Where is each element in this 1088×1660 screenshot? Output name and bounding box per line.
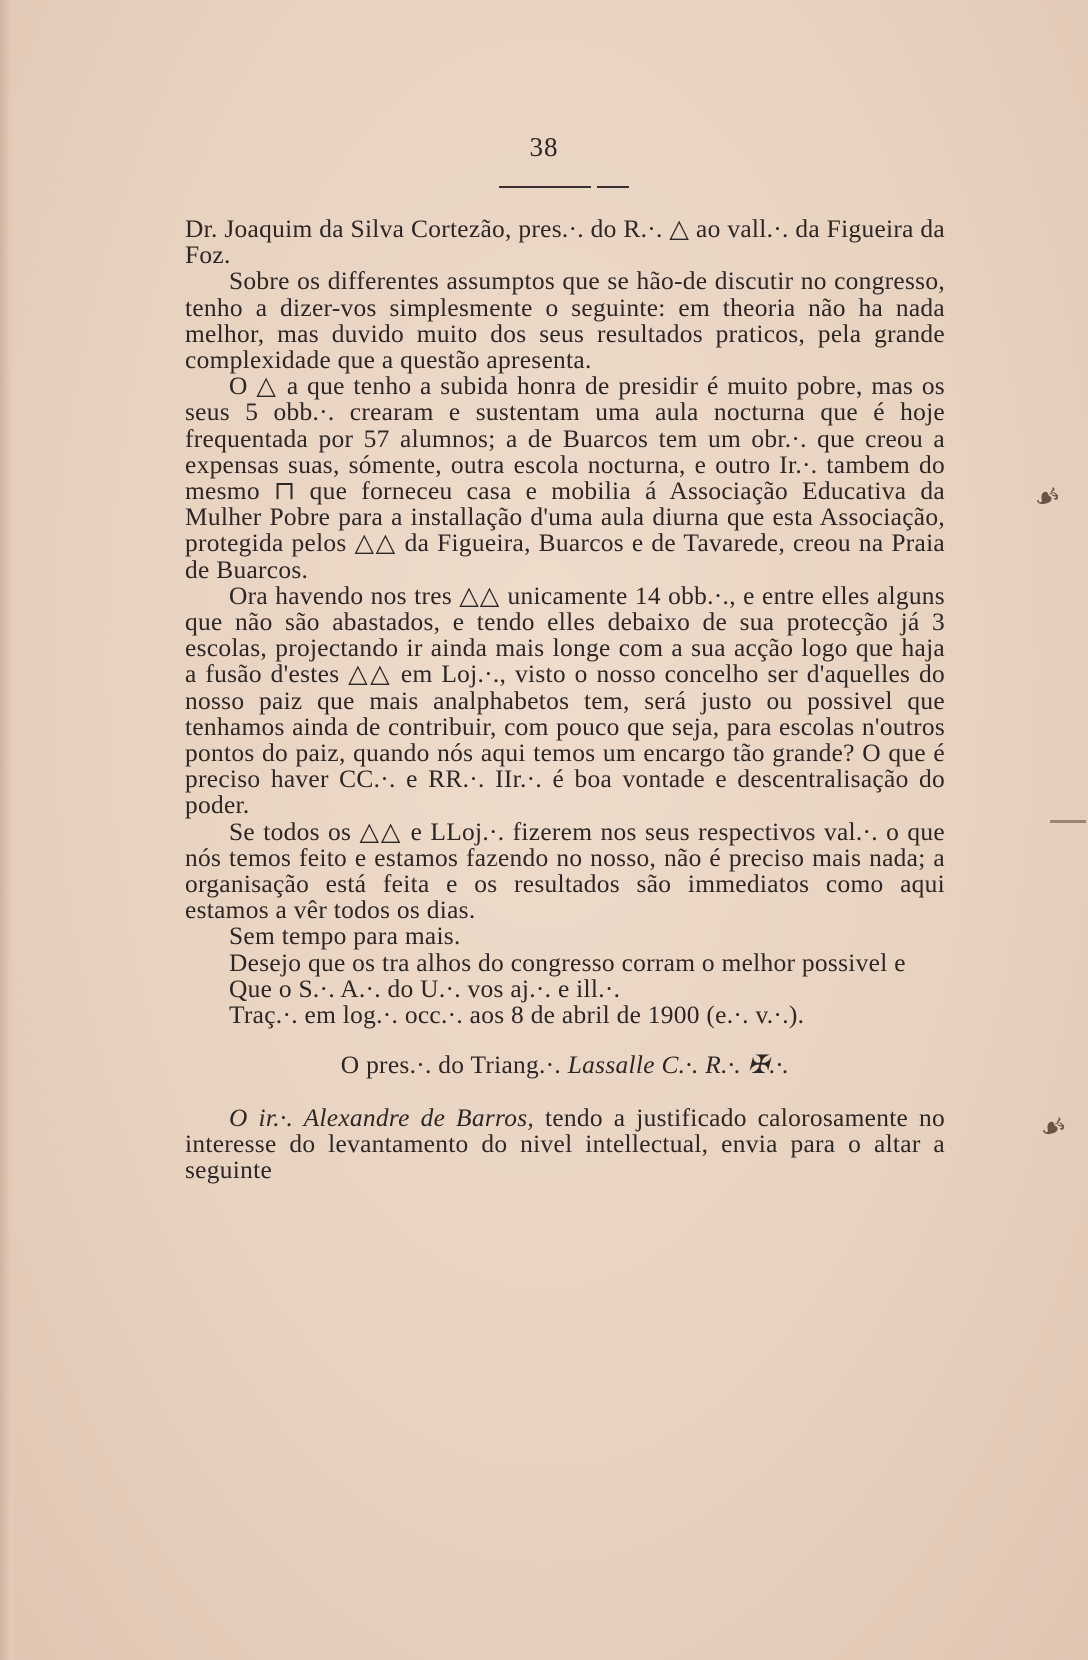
header-rule-short [597, 186, 629, 188]
paragraph-date: Traç.·. em log.·. occ.·. aos 8 de abril de 1900 (e.·. v.·.). [229, 1001, 805, 1030]
paragraph-blessing: Que o S.·. A.·. do U.·. vos aj.·. e ill.·. [229, 974, 621, 1003]
signature-prefix: O pres.·. do Triang.·. [340, 1051, 562, 1080]
paragraph-lodges: Se todos os △△ e LLoj.·. fizerem nos seus respectivos val.·. o que nós temos feito e estamos fazendo no nosso, não é preciso mais nada; a organisação está feita e os resultados são immediatos como aqui estamos a vêr todos os dias. [185, 817, 945, 925]
signature-line [185, 1052, 945, 1078]
page-number: 38 [529, 132, 559, 162]
margin-stamp-icon: ☙ [1035, 1107, 1072, 1148]
paragraph-contribution: Ora havendo nos tres △△ unicamente 14 obb.·., e entre elles alguns que não são abastados, e tendo elles debaixo de sua protecção já 3 escolas, projectando ir ainda mais longe com a sua acção logo que haja a fusão d'estes △△ em Loj.·., visto o nosso concelho ser d'aquelles do nosso paiz que mais analphabetos tem, será justo ou possivel que tenhamos ainda de contribuir, com pouco que seja, para escolas n'outros pontos do paiz, quando nós aqui temos um encargo tão grande? O que é preciso haver CC.·. e RR.·. IIr.·. é boa vontade e descentralisação do poder. [185, 581, 945, 820]
paragraph-addressee: Dr. Joaquim da Silva Cortezão, pres.·. do R.·. △ ao vall.·. da Figueira da Foz. [185, 215, 945, 270]
paragraph-wish: Desejo que os tra alhos do congresso corram o melhor possivel e [229, 948, 906, 977]
margin-stamp-icon: ☙ [1029, 477, 1066, 518]
margin-dash [1050, 820, 1086, 823]
closing-paragraph [185, 1105, 945, 1184]
closing-prefix: O ir.·. Alexandre de Barros, [229, 1103, 535, 1132]
closing-text: tendo a justificado calorosamente no interesse do levantamento do nivel intellectual, envia para o altar a seguinte [185, 1103, 945, 1184]
header-rule [499, 186, 591, 188]
paragraph-time: Sem tempo para mais. [229, 922, 461, 951]
signature-name: Lassalle C.·. R.·. ✠.·. [567, 1051, 790, 1080]
paragraph-opinion: Sobre os differentes assumptos que se hão-de discutir no congresso, tenho a dizer-vos simplesmente o seguinte: em theoria não ha nada melhor, mas duvido muito dos seus resultados praticos, pela grande complexidade que a questão apresenta. [185, 267, 945, 375]
body-text [185, 216, 945, 1183]
page-binding-edge [0, 0, 16, 1660]
paragraph-schools: O △ a que tenho a subida honra de presidir é muito pobre, mas os seus 5 obb.·. crearam e sustentam uma aula nocturna que é hoje frequentada por 57 alumnos; a de Buarcos tem um obr.·. que creou a expensas suas, sómente, outra escola nocturna, e outro Ir.·. tambem do mesmo ⊓ que forneceu casa e mobilia á Associação Educativa da Mulher Pobre para a installação d'uma aula diurna que esta Associação, protegida pelos △△ da Figueira, Buarcos e de Tavarede, creou na Praia de Buarcos. [185, 372, 945, 584]
